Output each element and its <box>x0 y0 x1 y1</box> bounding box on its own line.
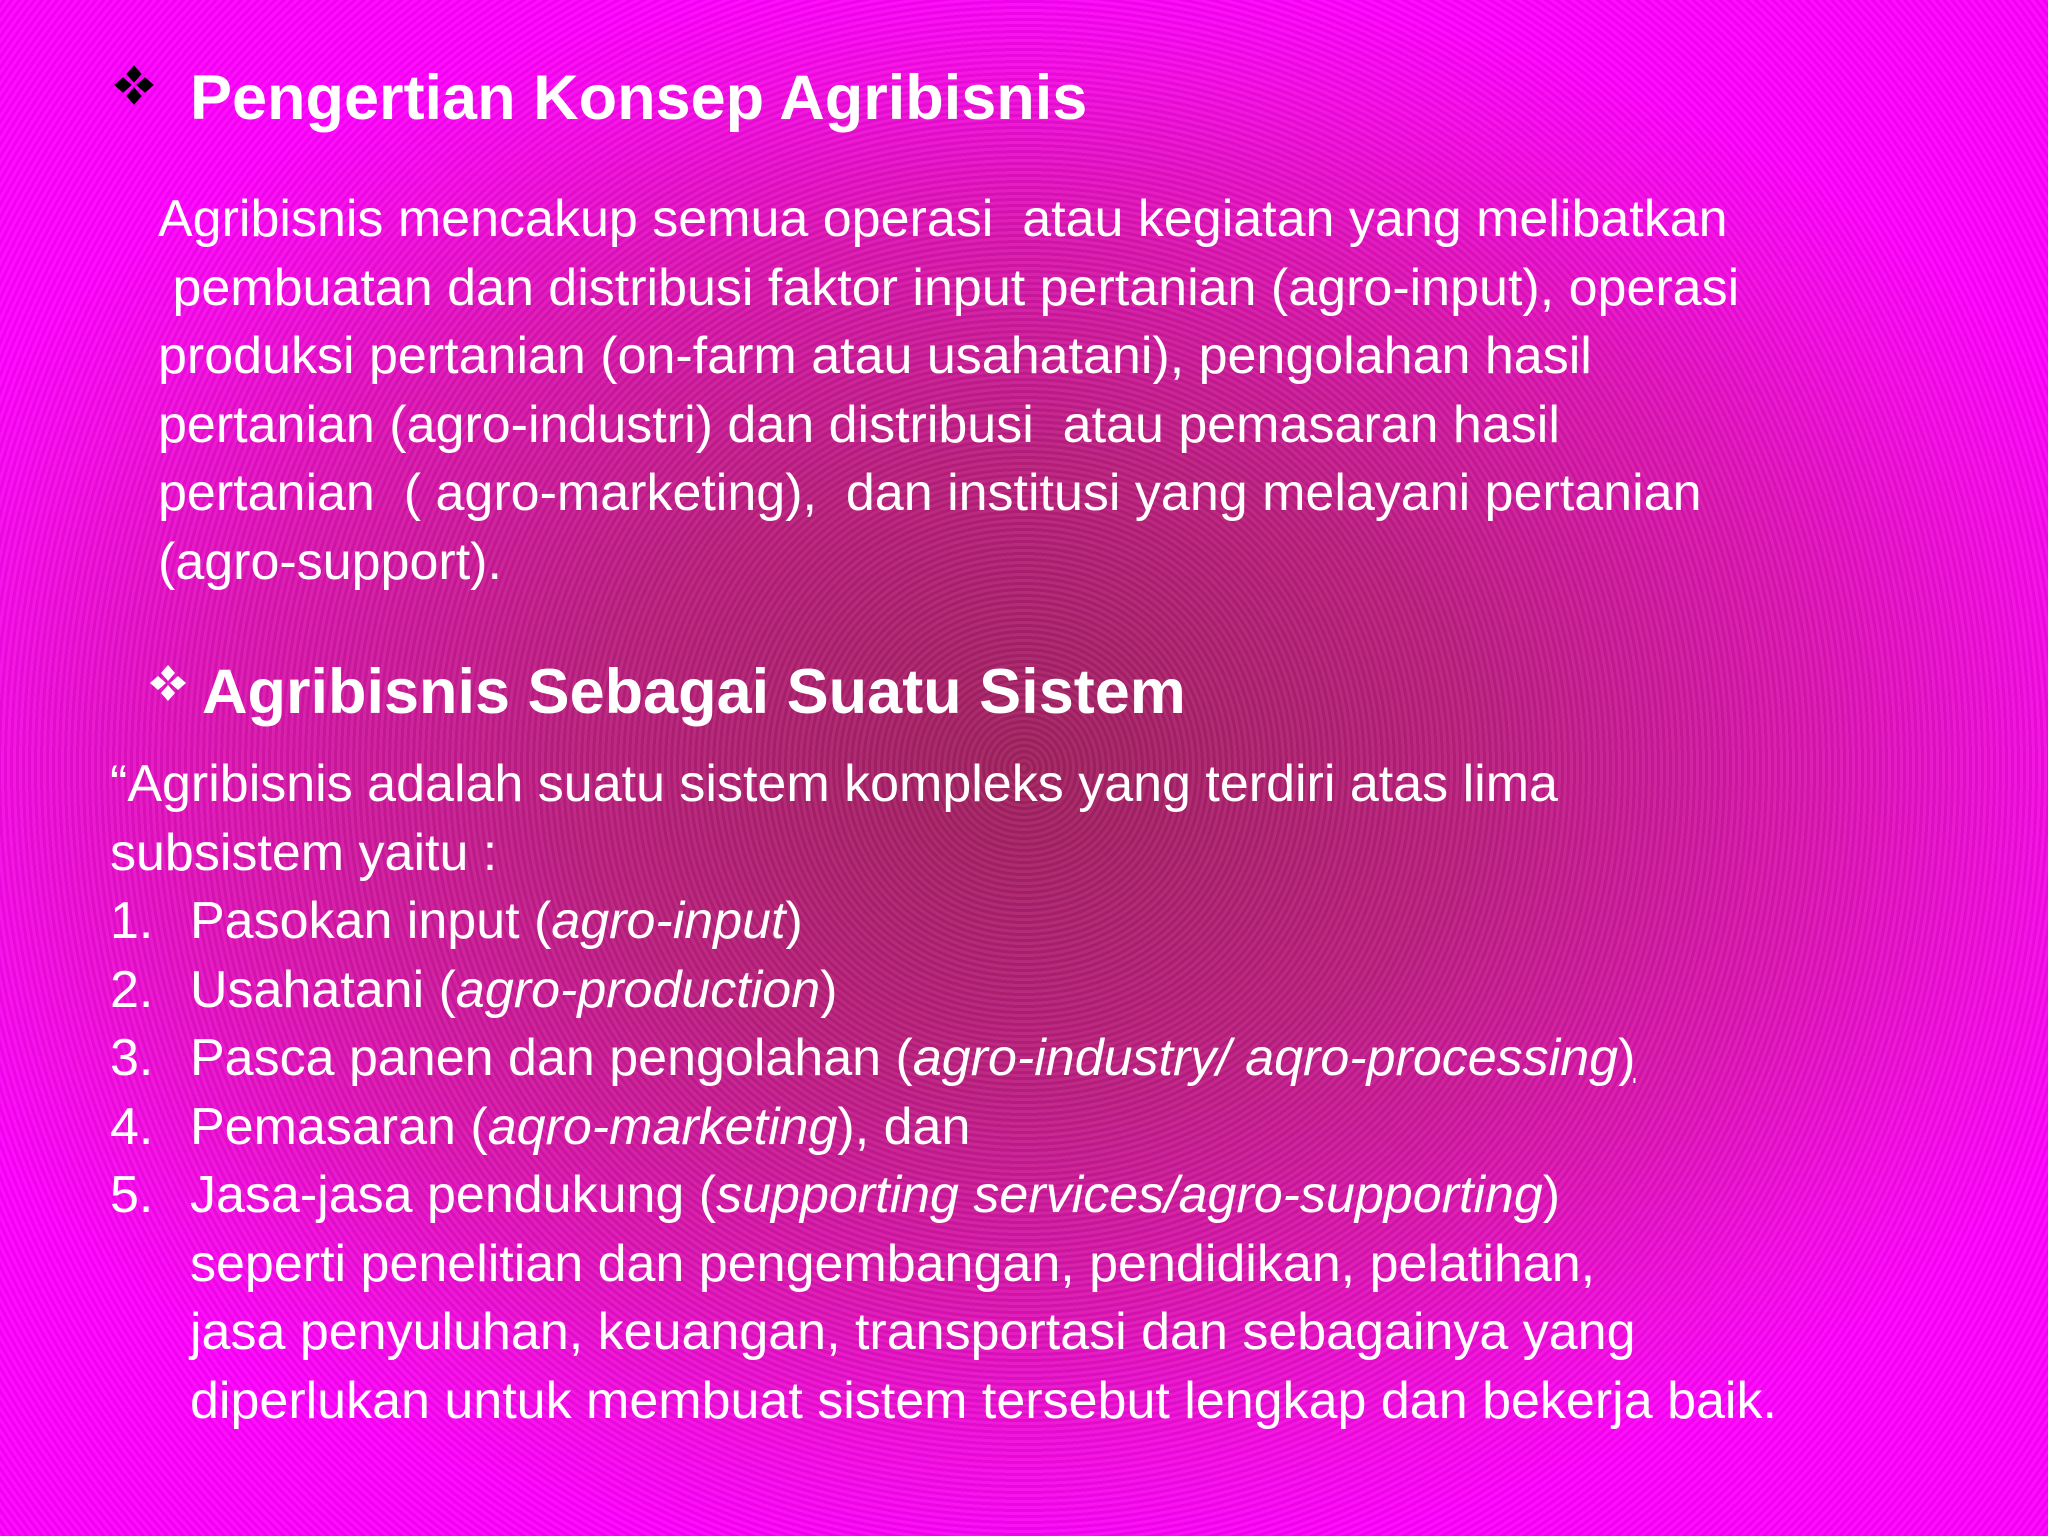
list-item-number: 3. <box>110 1029 154 1087</box>
intro-line: “Agribisnis adalah suatu sistem kompleks yang terdiri atas lima <box>110 755 1558 813</box>
list-item-continuation: seperti penelitian dan pengembangan, pendidikan, pelatihan, <box>190 1234 1596 1293</box>
list-item-text: ) <box>785 892 803 950</box>
list-item-term: supporting services/agro-supporting <box>716 1166 1543 1224</box>
paragraph-line: produksi pertanian (on-farm atau usahatani), pengolahan hasil <box>158 327 1592 385</box>
list-item-text: Jasa-jasa pendukung ( <box>190 1166 717 1224</box>
heading-1-text: Pengertian Konsep Agribisnis <box>190 63 1088 133</box>
intro-line: subsistem yaitu : <box>110 823 498 882</box>
definition-paragraph <box>158 185 2018 596</box>
paragraph-line: pembuatan dan distribusi faktor input pertanian (agro-input), operasi <box>158 258 1740 317</box>
paragraph-line: pertanian (agro-industri) dan distribusi atau pemasaran hasil <box>158 395 1560 454</box>
paragraph-line: pertanian ( agro-marketing), dan institusi yang melayani pertanian <box>158 464 1702 522</box>
list-item-term: agro-production <box>455 960 821 1019</box>
list-item <box>110 1093 2010 1162</box>
list-item-text: ) <box>820 960 838 1019</box>
list-item-text: ), dan <box>837 1097 971 1156</box>
list-item <box>110 1161 2010 1230</box>
four-diamond-bullet-icon <box>112 63 156 107</box>
list-item-continuation: diperlukan untuk membuat sistem tersebut lengkap dan bekerja baik. <box>190 1371 1777 1430</box>
list-item <box>110 887 2010 956</box>
list-item-term: agro-industry/ aqro-processing <box>912 1029 1619 1087</box>
list-item-text: ) <box>1618 1029 1636 1087</box>
system-section <box>110 750 2010 1435</box>
list-item-term: aqro-marketing <box>487 1097 838 1156</box>
heading-sistem <box>148 656 1186 728</box>
heading-2-text: Agribisnis Sebagai Suatu Sistem <box>202 657 1186 727</box>
list-item-text: Pasokan input ( <box>190 892 552 950</box>
list-item-number: 2. <box>110 960 154 1019</box>
list-item-number: 4. <box>110 1097 154 1156</box>
list-item <box>110 956 2010 1025</box>
list-item-text: ) <box>1542 1166 1561 1224</box>
heading-pengertian <box>112 62 1087 134</box>
list-item-number: 5. <box>110 1166 154 1224</box>
four-diamond-bullet-icon <box>148 663 188 703</box>
paragraph-line: Agribisnis mencakup semua operasi atau kegiatan yang melibatkan <box>158 190 1728 248</box>
list-item-number: 1. <box>110 892 154 950</box>
list-item-continuation: jasa penyuluhan, keuangan, transportasi dan sebagainya yang <box>190 1303 1636 1361</box>
list-item-text: Usahatani ( <box>190 960 456 1019</box>
list-item-text: Pemasaran ( <box>190 1097 488 1156</box>
list-item-term: agro-input <box>551 892 786 950</box>
list-item <box>110 1024 2010 1093</box>
paragraph-line: (agro-support). <box>158 532 502 591</box>
list-item-text: Pasca panen dan pengolahan ( <box>190 1029 913 1087</box>
